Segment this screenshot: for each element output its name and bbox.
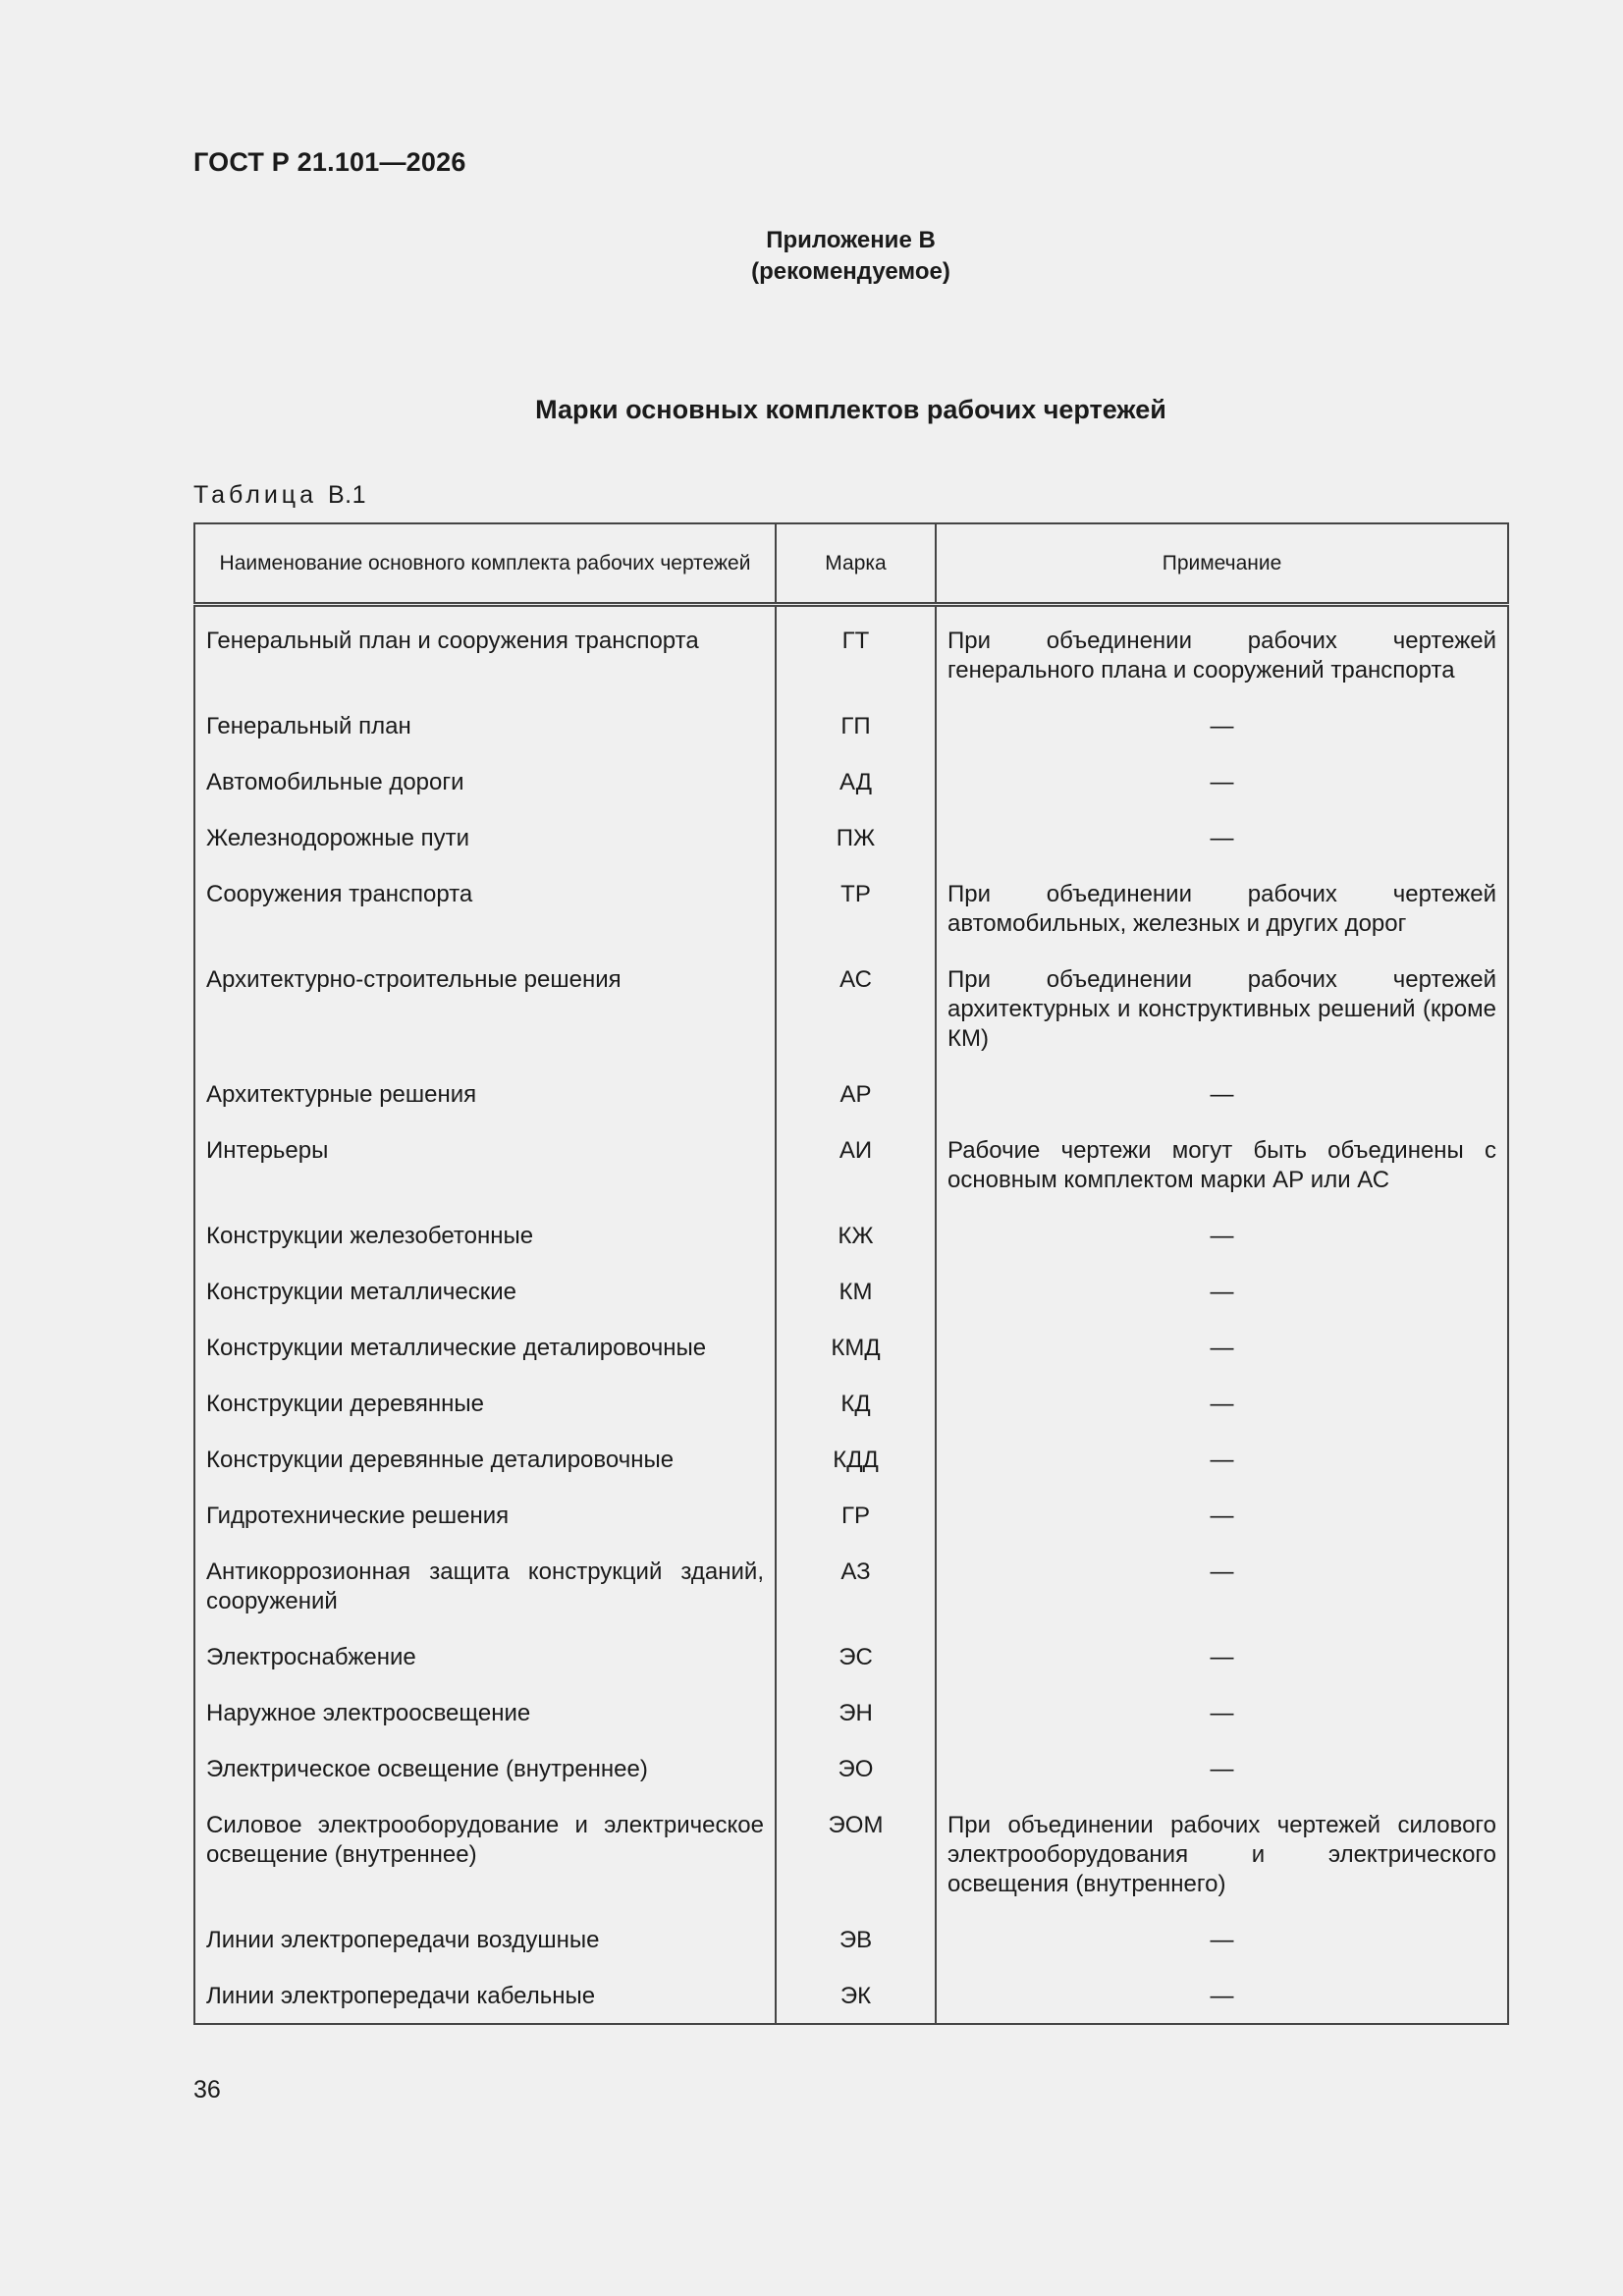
cell-name: Генеральный план и сооружения транспорта (194, 604, 776, 700)
page-number: 36 (193, 2076, 221, 2104)
cell-note: Рабочие чертежи могут быть объединены с основным комплектом марки АР или АС (936, 1124, 1508, 1210)
marks-table (193, 522, 1509, 2025)
section-title: Марки основных комплектов рабочих чертежей (535, 395, 1166, 424)
appendix-status: (рекомендуемое) (751, 258, 950, 285)
table-caption (193, 481, 366, 510)
cell-mark: КДД (776, 1434, 936, 1490)
cell-mark: КМД (776, 1322, 936, 1378)
table-row (194, 1799, 1508, 1914)
cell-name: Железнодорожные пути (194, 812, 776, 868)
cell-mark: АЗ (776, 1546, 936, 1631)
table-caption-number: В.1 (327, 481, 367, 509)
cell-mark: ТР (776, 868, 936, 954)
cell-note: — (936, 812, 1508, 868)
cell-note: — (936, 1743, 1508, 1799)
cell-mark: ЭН (776, 1687, 936, 1743)
cell-name: Архитектурно-строительные решения (194, 954, 776, 1068)
table-row (194, 1210, 1508, 1266)
cell-mark: ЭВ (776, 1914, 936, 1970)
cell-note: При объединении рабочих чертежей архитектурных и конструктивных решений (кроме КМ) (936, 954, 1508, 1068)
column-header-mark: Марка (776, 523, 936, 604)
table-row (194, 1631, 1508, 1687)
cell-note: — (936, 1266, 1508, 1322)
cell-name: Наружное электроосвещение (194, 1687, 776, 1743)
table-row (194, 604, 1508, 700)
cell-mark: АИ (776, 1124, 936, 1210)
cell-note: — (936, 1210, 1508, 1266)
table-row (194, 1546, 1508, 1631)
cell-note: — (936, 1914, 1508, 1970)
cell-name: Интерьеры (194, 1124, 776, 1210)
cell-note: — (936, 1631, 1508, 1687)
table-row (194, 1266, 1508, 1322)
cell-mark: ПЖ (776, 812, 936, 868)
cell-note: — (936, 1687, 1508, 1743)
cell-name: Конструкции металлические деталировочные (194, 1322, 776, 1378)
cell-note: — (936, 1068, 1508, 1124)
table-row (194, 1322, 1508, 1378)
cell-mark: ГП (776, 700, 936, 756)
cell-name: Архитектурные решения (194, 1068, 776, 1124)
cell-name: Сооружения транспорта (194, 868, 776, 954)
cell-mark: ГТ (776, 604, 936, 700)
cell-mark: ЭС (776, 1631, 936, 1687)
table-row (194, 1914, 1508, 1970)
cell-note: — (936, 1322, 1508, 1378)
table-row (194, 756, 1508, 812)
table-row (194, 1068, 1508, 1124)
cell-note: При объединении рабочих чертежей генерального плана и сооружений транспорта (936, 604, 1508, 700)
table-body (194, 604, 1508, 2024)
cell-name: Линии электропередачи воздушные (194, 1914, 776, 1970)
cell-mark: ГР (776, 1490, 936, 1546)
cell-note: — (936, 756, 1508, 812)
column-header-note: Примечание (936, 523, 1508, 604)
table-header-row (194, 523, 1508, 604)
table-row (194, 868, 1508, 954)
cell-name: Конструкции железобетонные (194, 1210, 776, 1266)
cell-note: — (936, 1434, 1508, 1490)
table-caption-label: Таблица (193, 481, 318, 509)
cell-mark: АД (776, 756, 936, 812)
cell-name: Силовое электрооборудование и электрическое освещение (внутреннее) (194, 1799, 776, 1914)
table-row (194, 1434, 1508, 1490)
cell-mark: ЭО (776, 1743, 936, 1799)
document-code: ГОСТ Р 21.101—2026 (193, 147, 466, 177)
cell-mark: КМ (776, 1266, 936, 1322)
table-row (194, 1743, 1508, 1799)
cell-note: — (936, 1970, 1508, 2024)
table-row (194, 1970, 1508, 2024)
cell-note: При объединении рабочих чертежей автомобильных, железных и других дорог (936, 868, 1508, 954)
cell-note: — (936, 700, 1508, 756)
cell-mark: ЭК (776, 1970, 936, 2024)
table-row (194, 1124, 1508, 1210)
cell-mark: ЭОМ (776, 1799, 936, 1914)
cell-name: Автомобильные дороги (194, 756, 776, 812)
cell-name: Генеральный план (194, 700, 776, 756)
table-row (194, 1687, 1508, 1743)
cell-name: Гидротехнические решения (194, 1490, 776, 1546)
appendix-title: Приложение В (766, 227, 936, 253)
cell-name: Электроснабжение (194, 1631, 776, 1687)
cell-mark: АР (776, 1068, 936, 1124)
table-row (194, 812, 1508, 868)
cell-name: Конструкции металлические (194, 1266, 776, 1322)
cell-note: — (936, 1378, 1508, 1434)
cell-name: Антикоррозионная защита конструкций зданий, сооружений (194, 1546, 776, 1631)
table-row (194, 954, 1508, 1068)
cell-name: Линии электропередачи кабельные (194, 1970, 776, 2024)
column-header-name: Наименование основного комплекта рабочих чертежей (194, 523, 776, 604)
table-row (194, 1490, 1508, 1546)
cell-name: Конструкции деревянные (194, 1378, 776, 1434)
cell-note: — (936, 1546, 1508, 1631)
cell-note: — (936, 1490, 1508, 1546)
cell-mark: КД (776, 1378, 936, 1434)
cell-mark: АС (776, 954, 936, 1068)
cell-name: Электрическое освещение (внутреннее) (194, 1743, 776, 1799)
appendix-heading (0, 225, 1623, 288)
cell-name: Конструкции деревянные деталировочные (194, 1434, 776, 1490)
cell-mark: КЖ (776, 1210, 936, 1266)
table-row (194, 1378, 1508, 1434)
cell-note: При объединении рабочих чертежей силового электрооборудования и электрического освещения (внутреннего) (936, 1799, 1508, 1914)
table-row (194, 700, 1508, 756)
